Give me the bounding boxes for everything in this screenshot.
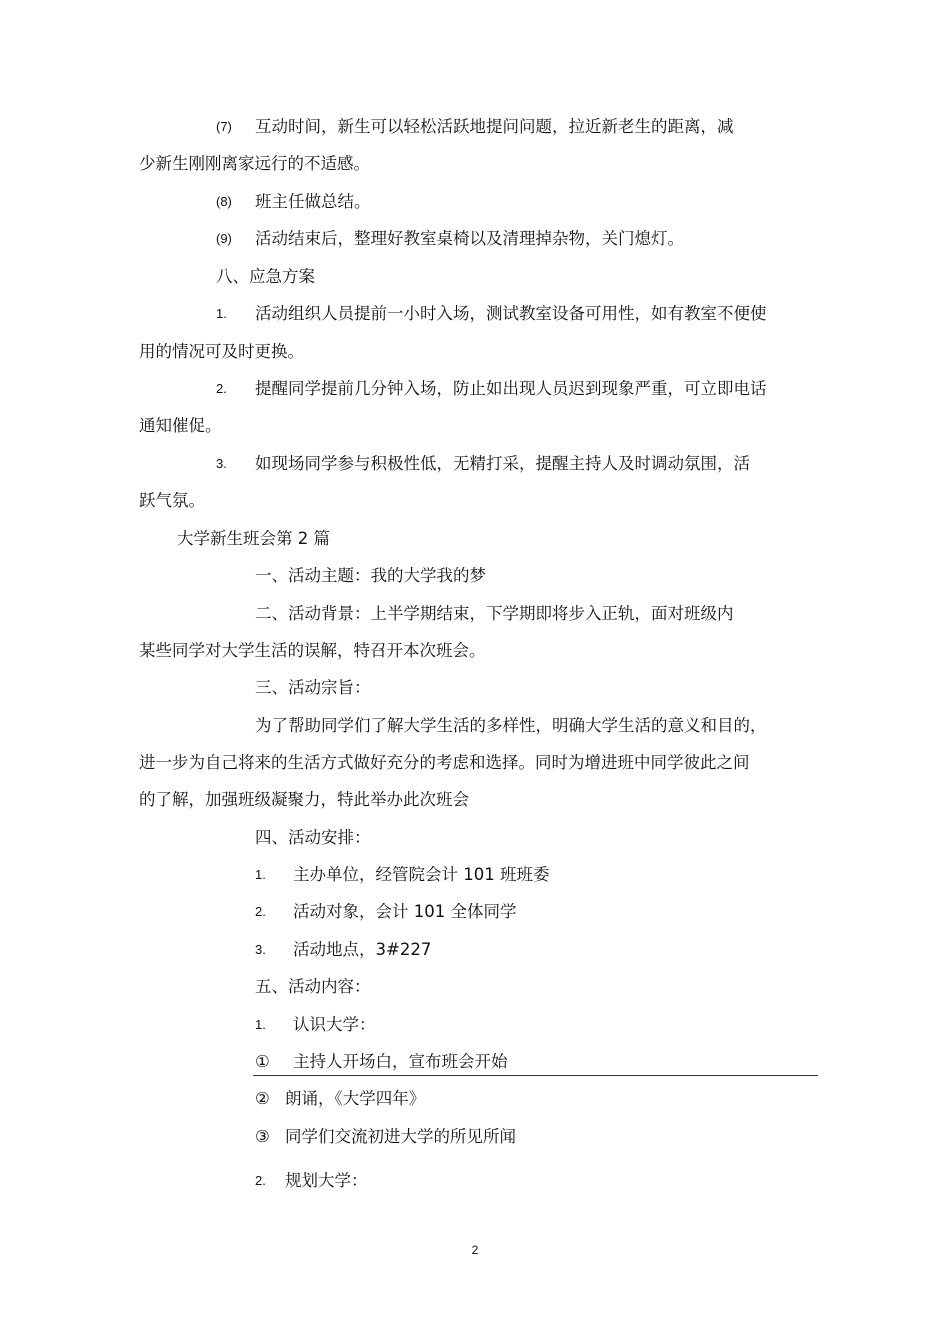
page-number: 2 — [471, 1243, 479, 1257]
content-1-text: 认识大学： — [293, 1015, 376, 1034]
emergency-1-line1: 活动组织人员提前一小时入场，测试教室设备可用性，如有教室不便使 — [255, 304, 767, 323]
activity-arrangement-heading: 四、活动安排： — [255, 828, 371, 847]
section-2-title: 大学新生班会第 2 篇 — [177, 529, 330, 548]
emergency-number-1: 1. — [216, 306, 227, 321]
activity-purpose-heading: 三、活动宗旨： — [255, 678, 371, 697]
arrangement-number-3: 3. — [255, 942, 266, 957]
item-7-text-line2: 少新生刚刚离家远行的不适感。 — [139, 154, 370, 173]
horizontal-rule — [253, 1075, 818, 1076]
emergency-number-2: 2. — [216, 381, 227, 396]
emergency-3-line2: 跃气氛。 — [139, 491, 205, 510]
arrangement-number-1: 1. — [255, 867, 266, 882]
content-1c-text: 同学们交流初进大学的所见所闻 — [285, 1127, 516, 1146]
content-1a-mark: ① — [255, 1052, 270, 1071]
activity-content-heading: 五、活动内容： — [255, 977, 371, 996]
arrangement-2-text: 活动对象，会计 101 全体同学 — [293, 902, 517, 921]
heading-emergency-plan: 八、应急方案 — [216, 267, 315, 286]
arrangement-number-2: 2. — [255, 904, 266, 919]
activity-background-line2: 某些同学对大学生活的误解，特召开本次班会。 — [139, 641, 486, 660]
emergency-3-line1: 如现场同学参与积极性低，无精打采，提醒主持人及时调动氛围，活 — [255, 454, 750, 473]
content-1b-mark: ② — [255, 1089, 270, 1108]
emergency-2-line2: 通知催促。 — [139, 416, 222, 435]
activity-purpose-line2: 进一步为自己将来的生活方式做好充分的考虑和选择。同时为增进班中同学彼此之间 — [139, 753, 750, 772]
content-number-1: 1. — [255, 1017, 266, 1032]
item-number-7: (7) — [216, 119, 232, 134]
emergency-2-line1: 提醒同学提前几分钟入场，防止如出现人员迟到现象严重，可立即电话 — [255, 379, 767, 398]
content-1b-text: 朗诵，《大学四年》 — [285, 1089, 426, 1108]
content-2-text: 规划大学： — [285, 1171, 368, 1190]
arrangement-3-text: 活动地点，3#227 — [293, 940, 432, 959]
emergency-number-3: 3. — [216, 456, 227, 471]
item-number-8: (8) — [216, 194, 232, 209]
item-7-text-line1: 互动时间，新生可以轻松活跃地提问问题，拉近新老生的距离，减 — [255, 117, 734, 136]
content-1c-mark: ③ — [255, 1127, 270, 1146]
item-number-9: (9) — [216, 231, 232, 246]
activity-purpose-line1: 为了帮助同学们了解大学生活的多样性，明确大学生活的意义和目的， — [255, 716, 767, 735]
emergency-1-line2: 用的情况可及时更换。 — [139, 342, 304, 361]
activity-background-line1: 二、活动背景：上半学期结束，下学期即将步入正轨，面对班级内 — [255, 604, 734, 623]
arrangement-1-text: 主办单位，经管院会计 101 班班委 — [293, 865, 550, 884]
item-8-text: 班主任做总结。 — [255, 192, 371, 211]
activity-theme: 一、活动主题：我的大学我的梦 — [255, 566, 486, 585]
content-1a-text: 主持人开场白，宣布班会开始 — [293, 1052, 508, 1071]
item-9-text: 活动结束后，整理好教室桌椅以及清理掉杂物，关门熄灯。 — [255, 229, 684, 248]
activity-purpose-line3: 的了解，加强班级凝聚力，特此举办此次班会 — [139, 790, 469, 809]
content-number-2: 2. — [255, 1173, 266, 1188]
